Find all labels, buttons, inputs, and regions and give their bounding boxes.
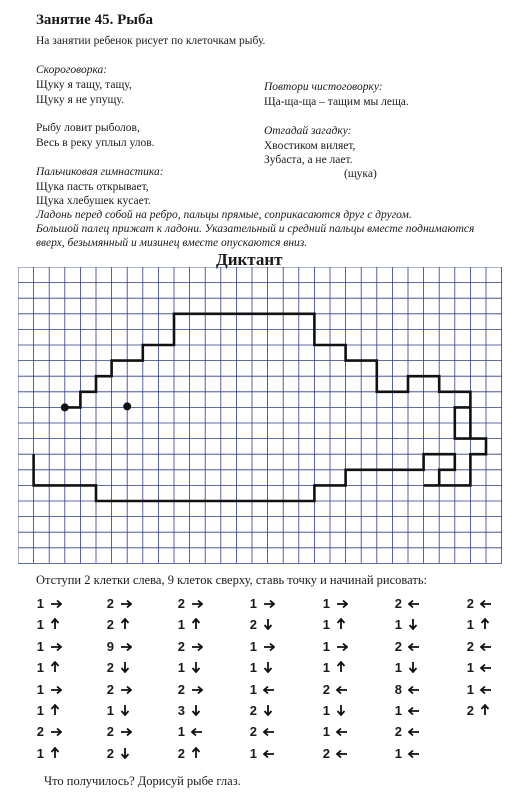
dictation-step	[32, 660, 60, 675]
arrow-up-icon	[50, 618, 60, 630]
step-count: 2	[249, 724, 257, 740]
pure-phrase-heading: Повтори чистоговорку:	[264, 81, 383, 93]
step-count: 1	[36, 745, 44, 761]
dictation-step	[102, 703, 130, 718]
step-count: 2	[177, 745, 185, 761]
dictation-step	[32, 617, 60, 632]
step-count: 2	[466, 703, 474, 718]
dictation-step	[173, 746, 201, 761]
step-count: 1	[177, 660, 185, 676]
step-count: 2	[249, 617, 257, 633]
step-count: 1	[322, 724, 330, 740]
dictation-title: Диктант	[216, 250, 283, 269]
step-count: 2	[106, 660, 114, 676]
dictation-step	[173, 682, 203, 697]
arrow-left-icon	[336, 749, 348, 759]
dictation-step	[173, 660, 201, 675]
arrow-left-icon	[408, 599, 420, 609]
dictation-step	[462, 639, 492, 654]
arrow-down-icon	[191, 661, 201, 673]
arrow-left-icon	[263, 685, 275, 695]
step-count: 1	[322, 617, 330, 633]
tongue-twister-line: Рыбу ловит рыболов,	[36, 122, 140, 134]
dictation-step	[32, 703, 60, 718]
arrow-left-icon	[408, 749, 420, 759]
step-count: 2	[177, 638, 185, 654]
step-count: 1	[322, 596, 330, 611]
dictation-step	[462, 660, 492, 675]
grid-svg	[18, 267, 522, 571]
arrow-down-icon	[336, 704, 346, 716]
arrow-up-icon	[191, 618, 201, 630]
step-count: 1	[322, 703, 330, 718]
dictation-step	[102, 596, 132, 611]
dictation-step	[245, 596, 275, 611]
arrow-down-icon	[120, 661, 130, 673]
dictation-step	[32, 639, 62, 654]
step-count: 1	[322, 660, 330, 676]
dictation-step	[390, 703, 420, 718]
arrow-right-icon	[336, 642, 348, 652]
arrow-left-icon	[263, 749, 275, 759]
arrow-left-icon	[480, 685, 492, 695]
step-count: 1	[322, 638, 330, 654]
dictation-step	[318, 682, 348, 697]
dictation-step	[318, 724, 348, 739]
arrow-right-icon	[191, 642, 203, 652]
arrow-down-icon	[191, 704, 201, 716]
arrow-down-icon	[263, 661, 273, 673]
step-count: 1	[36, 681, 44, 697]
step-count: 1	[177, 724, 185, 740]
step-count: 2	[249, 703, 257, 718]
arrow-right-icon	[191, 685, 203, 695]
dictation-step	[462, 682, 492, 697]
arrow-left-icon	[480, 599, 492, 609]
step-count: 1	[249, 745, 257, 761]
dictation-step	[173, 703, 201, 718]
arrow-down-icon	[263, 704, 273, 716]
step-count: 1	[394, 617, 402, 633]
step-count: 9	[106, 638, 114, 654]
step-count: 2	[466, 596, 474, 611]
finger-gym-line: Щука пасть открывает,	[36, 181, 149, 193]
arrow-left-icon	[480, 663, 492, 673]
arrow-right-icon	[50, 599, 62, 609]
dictation-step	[32, 682, 62, 697]
arrow-left-icon	[191, 727, 203, 737]
dictation-step	[318, 703, 346, 718]
dictation-step	[173, 639, 203, 654]
step-count: 2	[36, 724, 44, 740]
lesson-intro: На занятии ребенок рисует по клеточкам рыбу.	[36, 35, 266, 47]
dictation-step	[32, 746, 60, 761]
arrow-down-icon	[408, 618, 418, 630]
step-count: 1	[106, 703, 114, 718]
step-count: 8	[394, 681, 402, 697]
riddle-heading: Отгадай загадку:	[264, 125, 352, 137]
arrow-up-icon	[191, 747, 201, 759]
step-count: 1	[249, 681, 257, 697]
step-count: 1	[394, 660, 402, 676]
lesson-title: Занятие 45. Рыба	[36, 12, 153, 28]
dictation-step	[318, 596, 348, 611]
step-count: 1	[36, 638, 44, 654]
dictation-table	[0, 596, 524, 766]
dictation-step	[390, 596, 420, 611]
dictation-step	[462, 703, 490, 718]
step-count: 2	[322, 745, 330, 761]
dictation-step	[102, 724, 132, 739]
dictation-step	[318, 660, 346, 675]
arrow-up-icon	[50, 747, 60, 759]
arrow-left-icon	[336, 727, 348, 737]
dictation-step	[32, 724, 62, 739]
arrow-left-icon	[408, 642, 420, 652]
dictation-step	[173, 596, 203, 611]
dictation-step	[318, 617, 346, 632]
dictation-step	[245, 660, 273, 675]
dictation-step	[390, 617, 418, 632]
step-count: 2	[394, 596, 402, 611]
arrow-left-icon	[408, 685, 420, 695]
riddle-answer: (щука)	[344, 168, 377, 180]
arrow-right-icon	[50, 727, 62, 737]
dictation-step	[245, 724, 275, 739]
arrow-right-icon	[191, 599, 203, 609]
dictation-step	[173, 617, 201, 632]
arrow-left-icon	[408, 706, 420, 716]
step-count: 1	[177, 617, 185, 633]
step-count: 1	[466, 617, 474, 633]
dictation-step	[102, 682, 132, 697]
dictation-step	[318, 746, 348, 761]
step-count: 2	[106, 617, 114, 633]
arrow-down-icon	[263, 618, 273, 630]
dictation-step	[102, 746, 130, 761]
dictation-instruction: Отступи 2 клетки слева, 9 клеток сверху, ставь точку и начинай рисовать:	[36, 573, 428, 587]
step-count: 3	[177, 703, 185, 718]
step-count: 2	[106, 724, 114, 740]
finger-gym-line: Щука хлебушек кусает.	[36, 195, 151, 207]
drawing-grid	[18, 267, 522, 571]
step-count: 1	[249, 596, 257, 611]
pure-phrase-line: Ща-ща-ща – тащим мы леща.	[264, 96, 409, 108]
finger-gym-heading: Пальчиковая гимнастика:	[36, 166, 164, 178]
dictation-step	[245, 639, 275, 654]
arrow-right-icon	[263, 642, 275, 652]
arrow-right-icon	[120, 685, 132, 695]
dictation-step	[245, 617, 273, 632]
step-count: 2	[394, 724, 402, 740]
arrow-right-icon	[120, 642, 132, 652]
riddle-line: Хвостиком виляет,	[264, 140, 356, 152]
arrow-left-icon	[408, 727, 420, 737]
step-count: 2	[322, 681, 330, 697]
dictation-step	[102, 660, 130, 675]
step-count: 1	[36, 617, 44, 633]
step-count: 1	[36, 703, 44, 718]
dictation-step	[318, 639, 348, 654]
arrow-left-icon	[336, 685, 348, 695]
dictation-step	[245, 746, 275, 761]
step-count: 2	[177, 681, 185, 697]
arrow-right-icon	[263, 599, 275, 609]
step-count: 2	[106, 681, 114, 697]
dictation-step	[390, 639, 420, 654]
step-count: 1	[36, 660, 44, 676]
tongue-twister-line: Щуку я не упущу.	[36, 94, 124, 106]
dictation-step	[245, 703, 273, 718]
step-count: 2	[466, 638, 474, 654]
arrow-up-icon	[480, 704, 490, 716]
tongue-twister-heading: Скороговорка:	[36, 64, 108, 76]
dictation-step	[390, 724, 420, 739]
dictation-step	[390, 746, 420, 761]
dictation-step	[462, 596, 492, 611]
finger-gym-instruction: Ладонь перед собой на ребро, пальцы прямые, соприкасаются друг с другом.	[36, 209, 412, 221]
arrow-up-icon	[50, 661, 60, 673]
dictation-step	[102, 617, 130, 632]
arrow-up-icon	[120, 618, 130, 630]
step-count: 1	[36, 596, 44, 611]
dictation-step	[102, 639, 132, 654]
dictation-step	[245, 682, 275, 697]
arrow-right-icon	[120, 599, 132, 609]
start-point-dot	[61, 403, 69, 411]
step-count: 2	[177, 596, 185, 611]
arrow-right-icon	[336, 599, 348, 609]
arrow-left-icon	[480, 642, 492, 652]
dictation-step	[173, 724, 203, 739]
arrow-right-icon	[120, 727, 132, 737]
tongue-twister-line: Щуку я тащу, тащу,	[36, 79, 132, 91]
dictation-step	[32, 596, 62, 611]
dictation-step	[462, 617, 490, 632]
dictation-step	[390, 682, 420, 697]
arrow-up-icon	[480, 618, 490, 630]
step-count: 1	[394, 703, 402, 718]
arrow-right-icon	[50, 685, 62, 695]
step-count: 1	[249, 660, 257, 676]
dictation-step	[390, 660, 418, 675]
arrow-down-icon	[408, 661, 418, 673]
arrow-down-icon	[120, 747, 130, 759]
arrow-left-icon	[263, 727, 275, 737]
step-count: 1	[466, 681, 474, 697]
finger-gym-instruction: Большой палец прижат к ладони. Указательный и средний пальцы вместе поднимаются	[36, 223, 475, 235]
step-count: 2	[106, 596, 114, 611]
arrow-up-icon	[336, 618, 346, 630]
dictation-footer: Что получилось? Дорисуй рыбе глаз.	[44, 774, 241, 788]
riddle-line: Зубаста, а не лает.	[264, 154, 353, 166]
step-count: 1	[249, 638, 257, 654]
arrow-up-icon	[336, 661, 346, 673]
step-count: 2	[106, 745, 114, 761]
arrow-down-icon	[120, 704, 130, 716]
step-count: 2	[394, 638, 402, 654]
fish-eye-dot	[123, 402, 131, 410]
step-count: 1	[466, 660, 474, 676]
arrow-up-icon	[50, 704, 60, 716]
tongue-twister-line: Весь в реку уплыл улов.	[36, 137, 155, 149]
finger-gym-instruction: вверх, безымянный и мизинец вместе опускаются вниз.	[36, 237, 308, 249]
step-count: 1	[394, 745, 402, 761]
arrow-right-icon	[50, 642, 62, 652]
